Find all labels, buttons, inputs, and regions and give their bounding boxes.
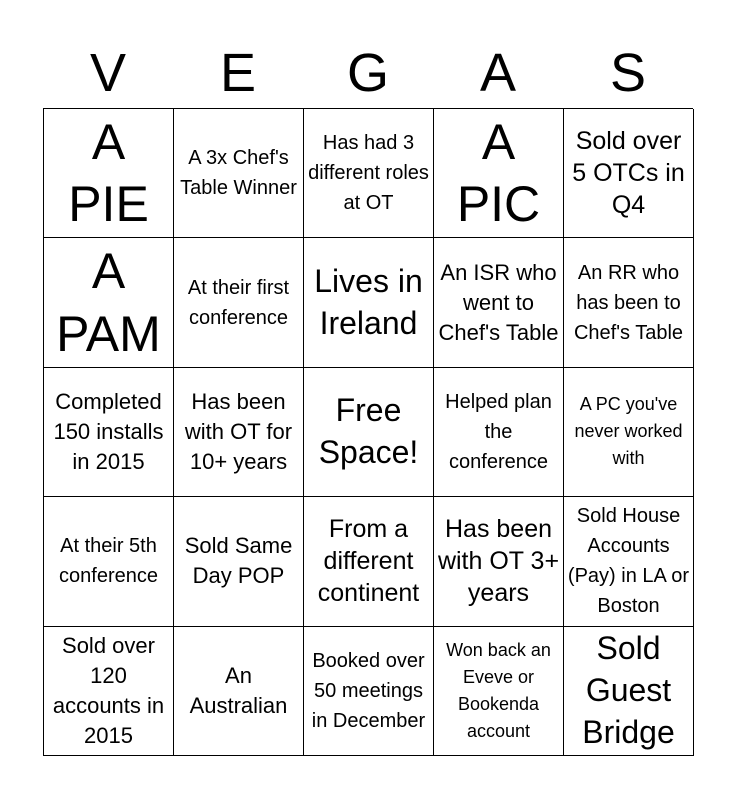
bingo-cell-r3c1[interactable]: Completed 150 installs in 2015 bbox=[44, 368, 174, 497]
header-letter-a: A bbox=[479, 43, 517, 103]
header-letter-e: E bbox=[219, 43, 257, 103]
bingo-cell-r3c4[interactable]: Helped plan the conference bbox=[434, 368, 564, 497]
bingo-cell-r1c5[interactable]: Sold over 5 OTCs in Q4 bbox=[564, 109, 694, 238]
bingo-cell-r5c2[interactable]: An Australian bbox=[174, 627, 304, 756]
bingo-cell-r5c3[interactable]: Booked over 50 meetings in December bbox=[304, 627, 434, 756]
bingo-cell-free-space[interactable]: Free Space! bbox=[304, 368, 434, 497]
bingo-cell-r5c1[interactable]: Sold over 120 accounts in 2015 bbox=[44, 627, 174, 756]
bingo-cell-r1c3[interactable]: Has had 3 different roles at OT bbox=[304, 109, 434, 238]
bingo-cell-r2c3[interactable]: Lives in Ireland bbox=[304, 238, 434, 367]
bingo-header bbox=[43, 38, 693, 108]
bingo-cell-r4c5[interactable]: Sold House Accounts (Pay) in LA or Boston bbox=[564, 497, 694, 626]
header-letter-s: S bbox=[609, 43, 647, 103]
bingo-cell-r1c1[interactable]: A PIE bbox=[44, 109, 174, 238]
bingo-cell-r3c2[interactable]: Has been with OT for 10+ years bbox=[174, 368, 304, 497]
bingo-cell-r4c4[interactable]: Has been with OT 3+ years bbox=[434, 497, 564, 626]
bingo-cell-r4c3[interactable]: From a different continent bbox=[304, 497, 434, 626]
bingo-cell-r5c5[interactable]: Sold Guest Bridge bbox=[564, 627, 694, 756]
bingo-cell-r1c4[interactable]: A PIC bbox=[434, 109, 564, 238]
bingo-cell-r5c4[interactable]: Won back an Eveve or Bookenda account bbox=[434, 627, 564, 756]
bingo-cell-r2c4[interactable]: An ISR who went to Chef's Table bbox=[434, 238, 564, 367]
bingo-board bbox=[43, 108, 693, 756]
bingo-cell-r4c2[interactable]: Sold Same Day POP bbox=[174, 497, 304, 626]
bingo-cell-r2c2[interactable]: At their first conference bbox=[174, 238, 304, 367]
bingo-cell-r2c5[interactable]: An RR who has been to Chef's Table bbox=[564, 238, 694, 367]
header-letter-v: V bbox=[89, 43, 127, 103]
header-letter-g: G bbox=[346, 43, 389, 103]
bingo-cell-r3c5[interactable]: A PC you've never worked with bbox=[564, 368, 694, 497]
bingo-cell-r1c2[interactable]: A 3x Chef's Table Winner bbox=[174, 109, 304, 238]
bingo-cell-r2c1[interactable]: A PAM bbox=[44, 238, 174, 367]
bingo-cell-r4c1[interactable]: At their 5th conference bbox=[44, 497, 174, 626]
